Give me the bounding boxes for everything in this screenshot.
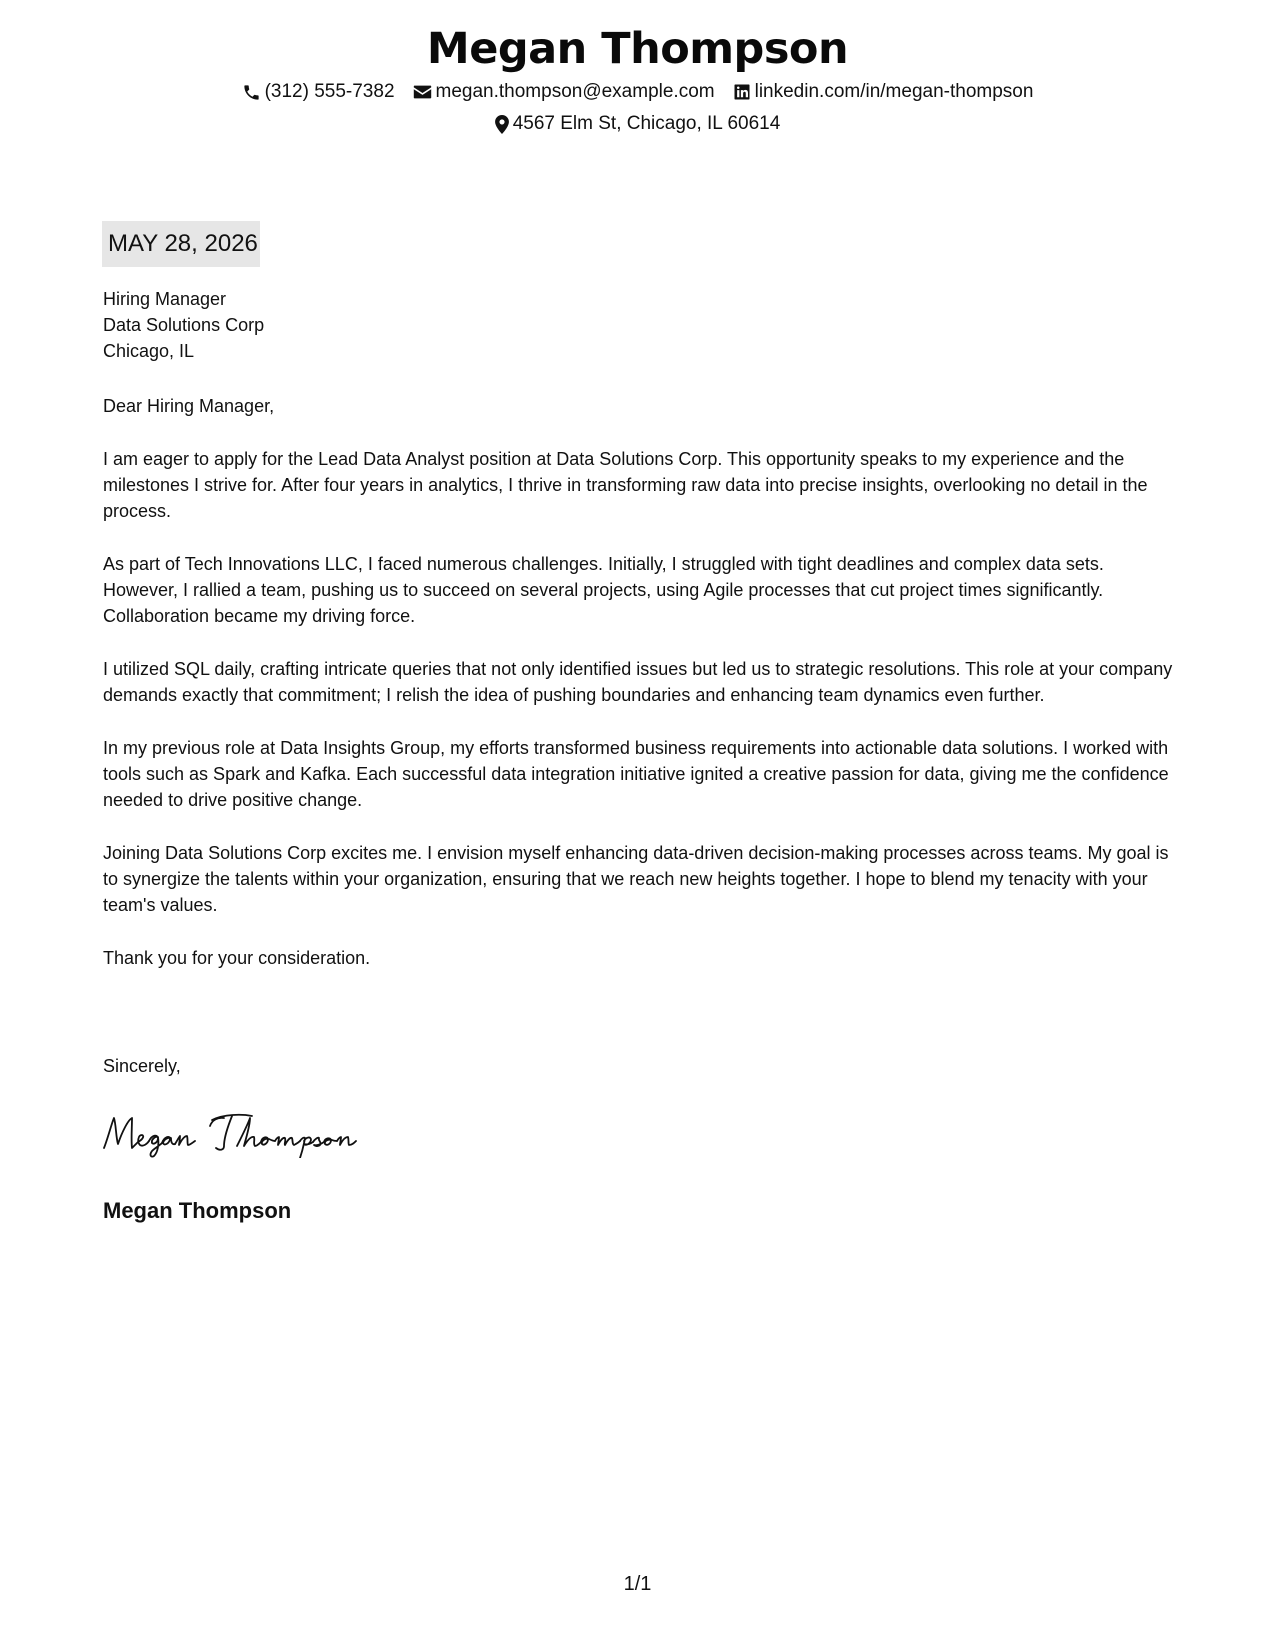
salutation: Dear Hiring Manager, xyxy=(103,396,275,416)
body-paragraph: In my previous role at Data Insights Group, my efforts transformed business requirements into actionable data solutions. I worked with tools such as Spark and Kafka. Each successful data integration initiative ignited a creative passion for data, giving me the confidence needed to drive positive change. xyxy=(103,738,1169,810)
map-pin-icon xyxy=(495,115,509,134)
address-row xyxy=(0,112,1275,136)
phone-number: (312) 555-7382 xyxy=(264,81,395,102)
body-paragraph: Thank you for your consideration. xyxy=(103,948,371,968)
closing: Sincerely, xyxy=(103,1056,181,1076)
contact-linkedin xyxy=(733,80,1034,104)
contact-email xyxy=(413,80,715,104)
page-number: 1/1 xyxy=(623,1573,652,1595)
address-text: 4567 Elm St, Chicago, IL 60614 xyxy=(512,113,781,134)
body-paragraph: As part of Tech Innovations LLC, I faced numerous challenges. Initially, I struggled with tight deadlines and complex data sets. However, I rallied a team, pushing us to succeed on several projects, using Agile processes that cut project times significantly. Collaboration became my driving force. xyxy=(103,554,1104,626)
body-paragraph: I utilized SQL daily, crafting intricate queries that not only identified issues but led us to strategic resolutions. This role at your company demands exactly that commitment; I relish the idea of pushing boundaries and enhancing team dynamics even further. xyxy=(103,659,1173,705)
envelope-icon xyxy=(413,84,432,100)
recipient-title: Hiring Manager xyxy=(103,289,227,309)
contact-address xyxy=(495,112,781,136)
contact-row xyxy=(0,80,1275,104)
body-paragraph: I am eager to apply for the Lead Data Analyst position at Data Solutions Corp. This opportunity speaks to my experience and the milestones I strive for. After four years in analytics, I thrive in transforming raw data into precise insights, overlooking no detail in the process. xyxy=(103,449,1148,521)
letter-date: MAY 28, 2026 xyxy=(102,221,260,267)
recipient-company: Data Solutions Corp xyxy=(103,315,265,335)
letter-body xyxy=(103,446,1173,998)
recipient-block xyxy=(103,286,1173,364)
phone-icon xyxy=(242,83,261,102)
sender-name: Megan Thompson xyxy=(426,24,849,74)
body-paragraph: Joining Data Solutions Corp excites me. I envision myself enhancing data-driven decision-making processes across teams. My goal is to synergize the talents within your organization, ensuring that we reach new heights together. I hope to blend my tenacity with your team's values. xyxy=(103,843,1169,915)
signed-name: Megan Thompson xyxy=(103,1198,292,1223)
linkedin-icon xyxy=(733,83,751,101)
linkedin-link[interactable]: linkedin.com/in/megan-thompson xyxy=(754,81,1034,102)
email-link[interactable]: megan.thompson@example.com xyxy=(435,81,715,102)
recipient-location: Chicago, IL xyxy=(103,341,195,361)
handwritten-signature xyxy=(102,1108,358,1158)
contact-phone xyxy=(242,80,395,104)
